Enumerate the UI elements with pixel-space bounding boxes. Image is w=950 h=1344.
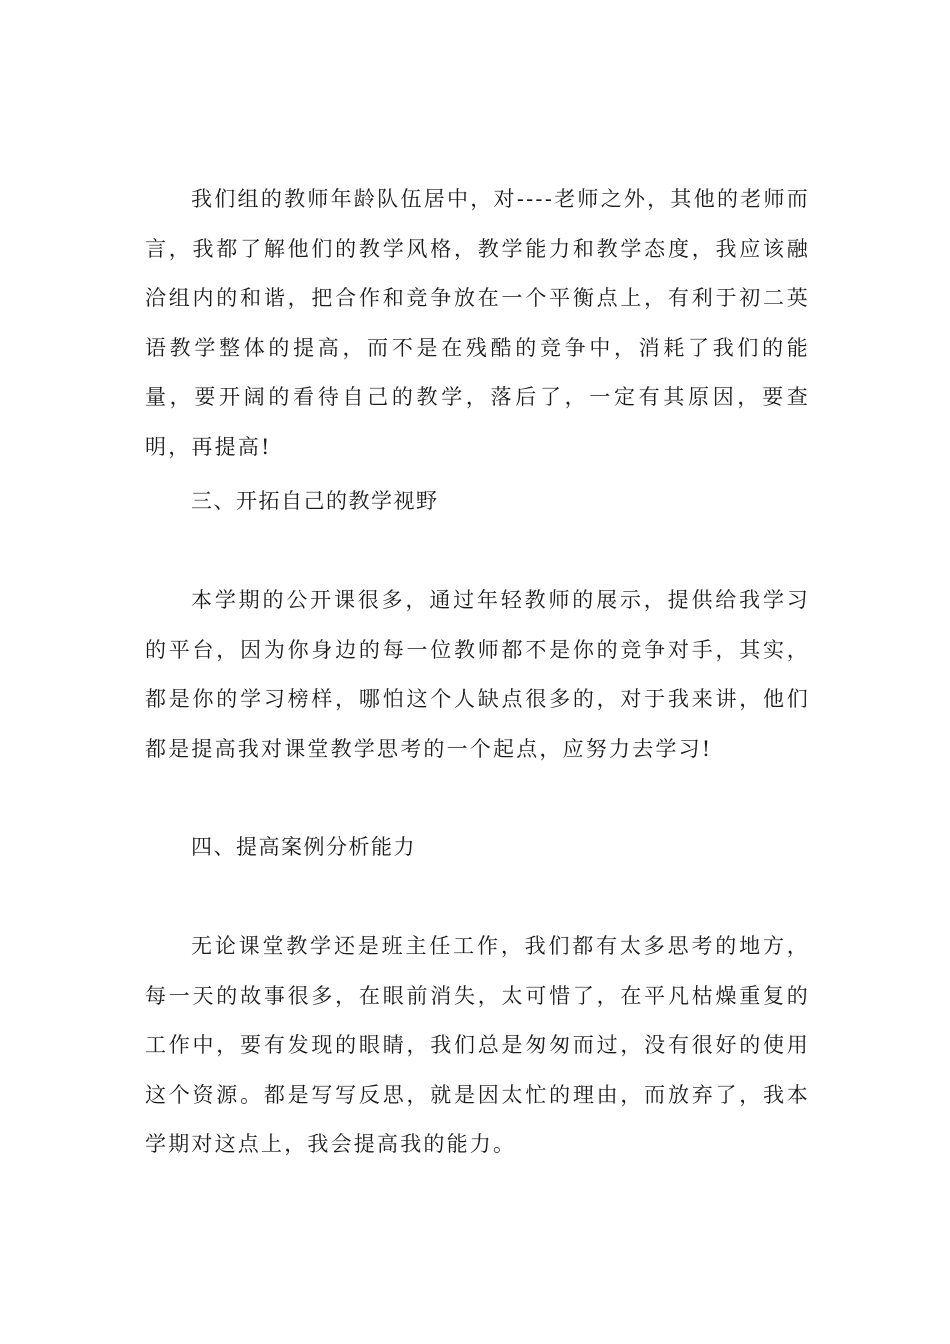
paragraph-team-harmony: 我们组的教师年龄队伍居中，对----老师之外，其他的老师而言，我都了解他们的教学风格，教学能力和教学态度，我应该融洽组内的和谐，把合作和竞争放在一个平衡点上，有利于初二英语教学整体的提高，而不是在残酷的竞争中，消耗了我们的能量，要开阔的看待自己的教学，落后了，一定有其原因，要查明，再提高! — [145, 187, 810, 459]
section-heading-broaden-vision: 三、开拓自己的教学视野 — [191, 489, 439, 513]
section-heading-case-analysis: 四、提高案例分析能力 — [191, 835, 416, 859]
paragraph-reflection: 无论课堂教学还是班主任工作，我们都有太多思考的地方，每一天的故事很多，在眼前消失，太可惜了，在平凡枯燥重复的工作中，要有发现的眼睛，我们总是匆匆而过，没有很好的使用这个资源。都是写写反思，就是因太忙的理由，而放弃了，我本学期对这点上，我会提高我的能力。 — [145, 934, 810, 1156]
paragraph-open-classes: 本学期的公开课很多，通过年轻教师的展示，提供给我学习的平台，因为你身边的每一位教师都不是你的竞争对手，其实，都是你的学习榜样，哪怕这个人缺点很多的，对于我来讲，他们都是提高我对课堂教学思考的一个起点，应努力去学习! — [145, 588, 810, 761]
